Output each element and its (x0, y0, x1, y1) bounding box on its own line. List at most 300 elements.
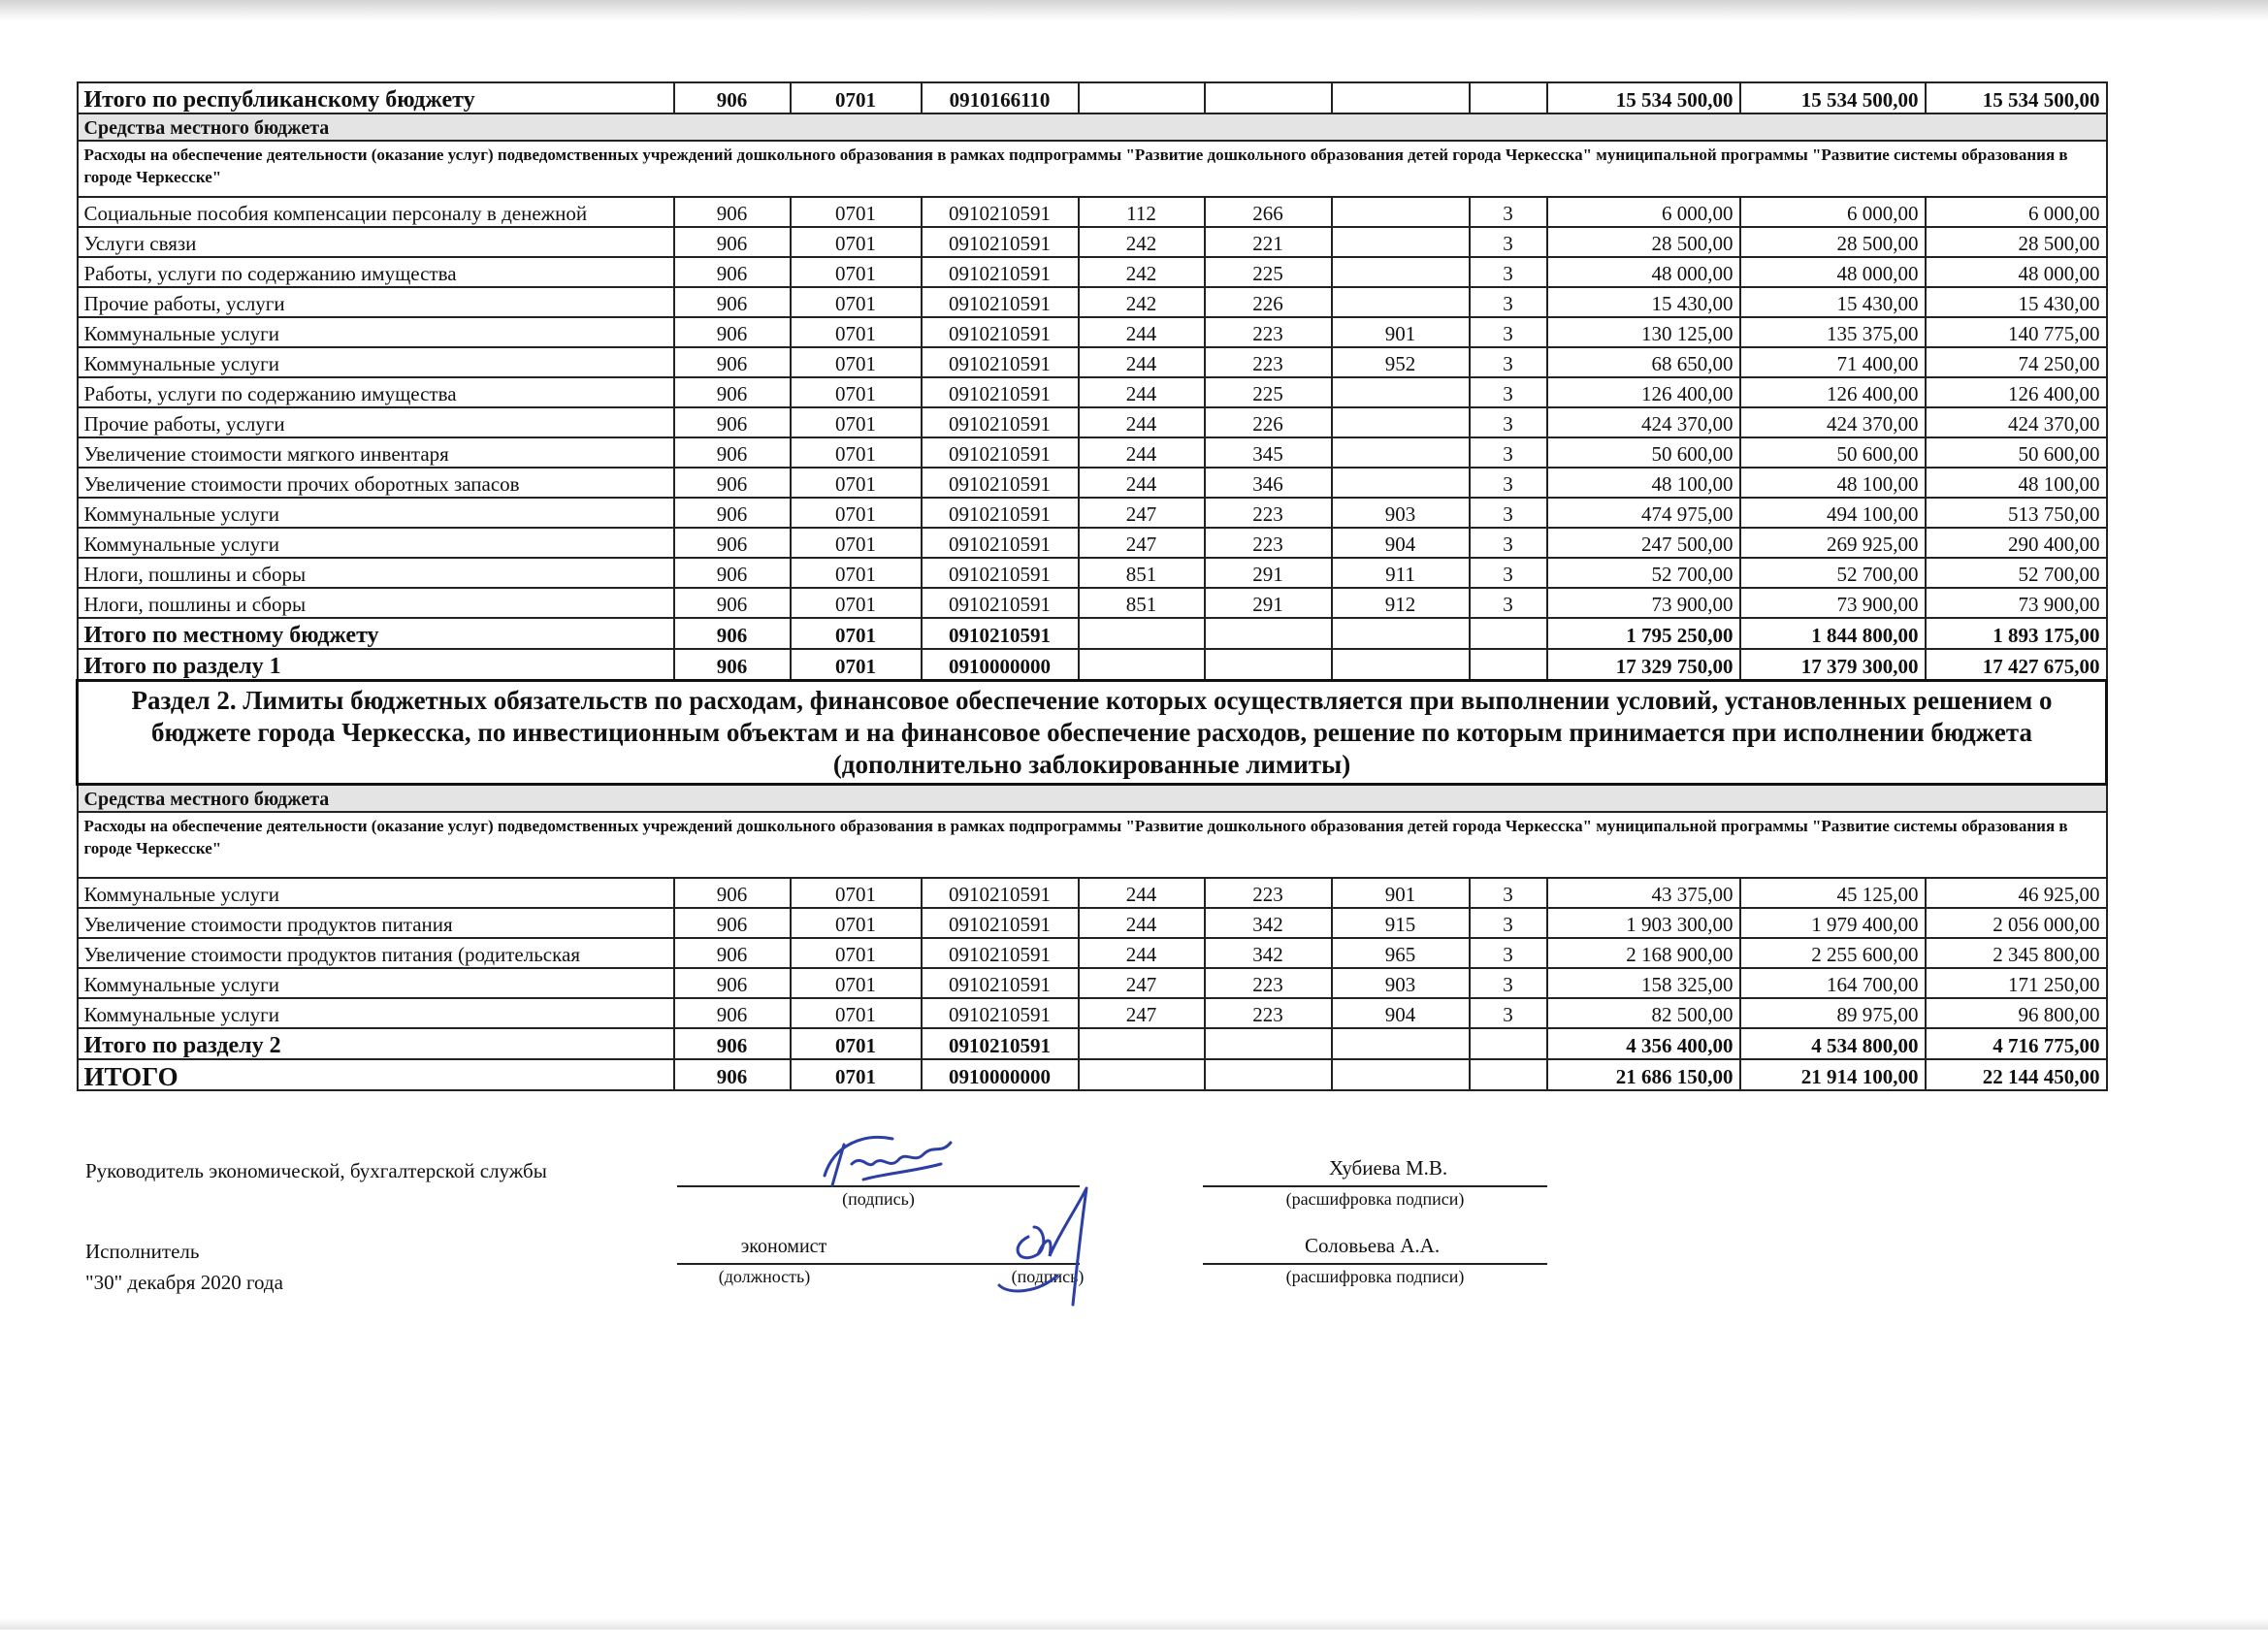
empty-cell (1205, 82, 1332, 113)
item-name: Коммунальные услуги (78, 968, 674, 998)
table-cell: 82 500,00 (1547, 998, 1740, 1028)
table-cell: 223 (1205, 528, 1332, 558)
table-row (78, 558, 2107, 588)
table-cell (1332, 257, 1470, 287)
item-name: Увеличение стоимости продуктов питания (родительская (78, 938, 674, 968)
table-cell: 48 000,00 (1547, 257, 1740, 287)
table-cell: 89 975,00 (1740, 998, 1926, 1028)
code-cell: 0910000000 (922, 1059, 1079, 1090)
table-cell: 0701 (791, 998, 922, 1028)
table-cell: 906 (674, 317, 791, 347)
table-cell: 424 370,00 (1740, 407, 1926, 437)
table-cell: 135 375,00 (1740, 317, 1926, 347)
table-cell: 3 (1470, 437, 1547, 468)
table-cell: 3 (1470, 468, 1547, 498)
table-cell: 3 (1470, 407, 1547, 437)
table-cell: 221 (1205, 227, 1332, 257)
table-cell: 171 250,00 (1926, 968, 2107, 998)
item-name: Работы, услуги по содержанию имущества (78, 257, 674, 287)
table-cell: 851 (1079, 588, 1205, 618)
table-row (78, 437, 2107, 468)
table-row (78, 407, 2107, 437)
table-cell: 906 (674, 938, 791, 968)
table-cell: 46 925,00 (1926, 878, 2107, 908)
table-cell: 266 (1205, 197, 1332, 227)
code-cell: 0701 (791, 1028, 922, 1059)
section2-title: Раздел 2. Лимиты бюджетных обязательств по расходам, финансовое обеспечение которых осуществляется при выполнении условий, установленных решением о бюджете города Черкесска, по инвестиционным объектам и на финансовое обеспечение расходов, решение по которым принимается при исполнении бюджета (дополнительно заблокированные лимиты) (78, 681, 2107, 785)
head-label: Руководитель экономической, бухгалтерской службы (85, 1159, 547, 1182)
executor-name: Соловьева А.А. (1305, 1234, 1441, 1257)
total-label: ИТОГО (78, 1059, 674, 1090)
table-cell: 0701 (791, 558, 922, 588)
table-cell: 3 (1470, 908, 1547, 938)
item-name: Прочие работы, услуги (78, 287, 674, 317)
table-cell: 0910210591 (922, 998, 1079, 1028)
table-cell: 244 (1079, 468, 1205, 498)
table-cell: 3 (1470, 257, 1547, 287)
table-cell: 50 600,00 (1740, 437, 1926, 468)
table-cell: 0910210591 (922, 498, 1079, 528)
code-cell: 0701 (791, 649, 922, 681)
code-cell: 906 (674, 618, 791, 649)
table-cell: 2 056 000,00 (1926, 908, 2107, 938)
section1-total-row (78, 649, 2107, 681)
table-cell: 912 (1332, 588, 1470, 618)
table-cell: 0910210591 (922, 407, 1079, 437)
table-cell: 3 (1470, 498, 1547, 528)
total-value: 15 534 500,00 (1926, 82, 2107, 113)
empty-cell (1470, 1028, 1547, 1059)
table-cell: 48 100,00 (1547, 468, 1740, 498)
table-row (78, 998, 2107, 1028)
table-cell: 906 (674, 908, 791, 938)
table-cell: 0910210591 (922, 528, 1079, 558)
table-cell: 0910210591 (922, 468, 1079, 498)
table-cell: 48 000,00 (1926, 257, 2107, 287)
table-cell: 3 (1470, 998, 1547, 1028)
total-value: 1 893 175,00 (1926, 618, 2107, 649)
table-cell: 126 400,00 (1926, 377, 2107, 407)
table-cell: 130 125,00 (1547, 317, 1740, 347)
code-cell: 906 (674, 82, 791, 113)
table-cell: 0701 (791, 878, 922, 908)
item-name: Увеличение стоимости прочих оборотных запасов (78, 468, 674, 498)
table-cell: 50 600,00 (1547, 437, 1740, 468)
table-row (78, 908, 2107, 938)
table-cell: 0701 (791, 437, 922, 468)
head-name: Хубиева М.В. (1329, 1156, 1448, 1180)
table-cell: 140 775,00 (1926, 317, 2107, 347)
table-cell: 906 (674, 968, 791, 998)
table-cell: 244 (1079, 938, 1205, 968)
table-row (78, 227, 2107, 257)
table-cell: 244 (1079, 377, 1205, 407)
table-cell: 164 700,00 (1740, 968, 1926, 998)
table-cell: 906 (674, 437, 791, 468)
table-cell: 0910210591 (922, 588, 1079, 618)
table-cell: 0910210591 (922, 347, 1079, 377)
table-cell: 906 (674, 347, 791, 377)
table-cell: 915 (1332, 908, 1470, 938)
table-cell: 0910210591 (922, 437, 1079, 468)
table-row (78, 468, 2107, 498)
table-cell: 242 (1079, 257, 1205, 287)
item-name: Социальные пособия компенсации персоналу в денежной (78, 197, 674, 227)
item-name: Коммунальные услуги (78, 528, 674, 558)
item-name: Услуги связи (78, 227, 674, 257)
table-cell: 0701 (791, 257, 922, 287)
table-cell (1332, 377, 1470, 407)
section2-title-row (78, 681, 2107, 785)
table-cell: 0910210591 (922, 968, 1079, 998)
table-cell: 45 125,00 (1740, 878, 1926, 908)
table-cell: 2 255 600,00 (1740, 938, 1926, 968)
scan-shadow-bottom (0, 1618, 2268, 1630)
total-value: 4 356 400,00 (1547, 1028, 1740, 1059)
table-cell: 0910210591 (922, 317, 1079, 347)
table-cell: 906 (674, 287, 791, 317)
table-cell: 0910210591 (922, 287, 1079, 317)
table-cell: 269 925,00 (1740, 528, 1926, 558)
table-cell (1332, 197, 1470, 227)
table-cell: 223 (1205, 498, 1332, 528)
empty-cell (1470, 82, 1547, 113)
table-cell: 0701 (791, 287, 922, 317)
table-cell: 96 800,00 (1926, 998, 2107, 1028)
total-value: 17 379 300,00 (1740, 649, 1926, 681)
table-cell: 2 345 800,00 (1926, 938, 2107, 968)
total-value: 21 914 100,00 (1740, 1059, 1926, 1090)
table-cell: 901 (1332, 317, 1470, 347)
date-line: "30" декабря 2020 года (85, 1271, 283, 1294)
total-value: 21 686 150,00 (1547, 1059, 1740, 1090)
table-cell: 223 (1205, 998, 1332, 1028)
empty-cell (1079, 618, 1205, 649)
table-cell: 247 (1079, 998, 1205, 1028)
total-value: 1 795 250,00 (1547, 618, 1740, 649)
table-cell: 15 430,00 (1547, 287, 1740, 317)
table-cell: 244 (1079, 437, 1205, 468)
head-sign-caption: (подпись) (842, 1189, 915, 1209)
empty-cell (1205, 1059, 1332, 1090)
table-cell: 906 (674, 588, 791, 618)
table-cell: 223 (1205, 968, 1332, 998)
table-cell: 48 000,00 (1740, 257, 1926, 287)
table-cell: 0701 (791, 498, 922, 528)
table-cell: 73 900,00 (1740, 588, 1926, 618)
scan-shadow-top (0, 0, 2268, 21)
table-cell: 0701 (791, 588, 922, 618)
table-row (78, 528, 2107, 558)
item-name: Нлоги, пошлины и сборы (78, 558, 674, 588)
table-cell: 474 975,00 (1547, 498, 1740, 528)
table-cell: 911 (1332, 558, 1470, 588)
table-cell: 513 750,00 (1926, 498, 2107, 528)
table-cell: 952 (1332, 347, 1470, 377)
table-cell: 3 (1470, 558, 1547, 588)
table-cell: 28 500,00 (1547, 227, 1740, 257)
empty-cell (1079, 649, 1205, 681)
table-cell: 223 (1205, 347, 1332, 377)
republican-budget-total-row (78, 82, 2107, 113)
executor-name-caption: (расшифровка подписи) (1285, 1267, 1465, 1286)
table-cell: 3 (1470, 588, 1547, 618)
item-name: Коммунальные услуги (78, 347, 674, 377)
code-cell: 0910210591 (922, 1028, 1079, 1059)
table-cell: 247 (1079, 968, 1205, 998)
table-cell: 247 (1079, 528, 1205, 558)
table-cell: 0910210591 (922, 377, 1079, 407)
total-label: Итого по республиканскому бюджету (78, 82, 674, 113)
table-cell: 3 (1470, 528, 1547, 558)
table-cell: 906 (674, 878, 791, 908)
table-cell: 225 (1205, 257, 1332, 287)
table-body (78, 82, 2107, 1090)
budget-sheet (76, 81, 2105, 1091)
table-cell (1332, 227, 1470, 257)
section1-source-row (78, 113, 2107, 141)
total-label: Итого по местному бюджету (78, 618, 674, 649)
table-cell (1332, 468, 1470, 498)
total-value: 17 427 675,00 (1926, 649, 2107, 681)
table-cell (1332, 437, 1470, 468)
table-row (78, 287, 2107, 317)
code-cell: 0701 (791, 82, 922, 113)
table-cell: 242 (1079, 227, 1205, 257)
table-cell: 0701 (791, 968, 922, 998)
table-cell: 226 (1205, 407, 1332, 437)
empty-cell (1470, 618, 1547, 649)
item-name: Нлоги, пошлины и сборы (78, 588, 674, 618)
section2-source-row (78, 785, 2107, 813)
table-row (78, 938, 2107, 968)
empty-cell (1205, 649, 1332, 681)
empty-cell (1332, 82, 1470, 113)
table-cell: 244 (1079, 347, 1205, 377)
table-cell: 0701 (791, 468, 922, 498)
table-cell: 291 (1205, 558, 1332, 588)
table-cell: 342 (1205, 908, 1332, 938)
table-cell: 71 400,00 (1740, 347, 1926, 377)
table-cell: 906 (674, 227, 791, 257)
total-value: 15 534 500,00 (1740, 82, 1926, 113)
total-value: 1 844 800,00 (1740, 618, 1926, 649)
total-label: Итого по разделу 1 (78, 649, 674, 681)
table-row (78, 257, 2107, 287)
total-value: 15 534 500,00 (1547, 82, 1740, 113)
code-cell: 0910210591 (922, 618, 1079, 649)
section2-total-row (78, 1028, 2107, 1059)
empty-cell (1079, 1059, 1205, 1090)
table-cell: 1 903 300,00 (1547, 908, 1740, 938)
empty-cell (1079, 82, 1205, 113)
table-cell: 6 000,00 (1926, 197, 2107, 227)
table-cell: 0910210591 (922, 558, 1079, 588)
table-cell: 28 500,00 (1740, 227, 1926, 257)
table-cell: 906 (674, 528, 791, 558)
table-cell: 244 (1079, 317, 1205, 347)
table-cell: 52 700,00 (1547, 558, 1740, 588)
table-row (78, 968, 2107, 998)
table-cell: 906 (674, 558, 791, 588)
table-cell: 50 600,00 (1926, 437, 2107, 468)
table-cell: 43 375,00 (1547, 878, 1740, 908)
table-cell: 345 (1205, 437, 1332, 468)
table-cell: 346 (1205, 468, 1332, 498)
table-cell: 126 400,00 (1547, 377, 1740, 407)
table-cell: 73 900,00 (1926, 588, 2107, 618)
table-row (78, 498, 2107, 528)
local-budget-total-row (78, 618, 2107, 649)
item-name: Увеличение стоимости мягкого инвентаря (78, 437, 674, 468)
table-cell: 904 (1332, 998, 1470, 1028)
table-cell: 225 (1205, 377, 1332, 407)
code-cell: 0910000000 (922, 649, 1079, 681)
program-description: Расходы на обеспечение деятельности (оказание услуг) подведомственных учреждений дошкольного образования в рамках подпрограммы "Развитие дошкольного образования детей города Черкесска" муниципальной программы "Развитие системы образования в городе Черкесске" (78, 812, 2107, 878)
table-cell: 3 (1470, 287, 1547, 317)
empty-cell (1332, 649, 1470, 681)
empty-cell (1079, 1028, 1205, 1059)
empty-cell (1332, 1059, 1470, 1090)
table-row (78, 377, 2107, 407)
table-cell: 0701 (791, 407, 922, 437)
head-name-caption: (расшифровка подписи) (1285, 1189, 1465, 1209)
item-name: Коммунальные услуги (78, 317, 674, 347)
table-cell: 0701 (791, 347, 922, 377)
table-cell: 0910210591 (922, 257, 1079, 287)
table-cell: 15 430,00 (1740, 287, 1926, 317)
head-signature (805, 1125, 970, 1203)
table-cell: 2 168 900,00 (1547, 938, 1740, 968)
code-cell: 0910166110 (922, 82, 1079, 113)
table-cell: 112 (1079, 197, 1205, 227)
item-name: Прочие работы, услуги (78, 407, 674, 437)
table-cell: 290 400,00 (1926, 528, 2107, 558)
table-cell: 0701 (791, 317, 922, 347)
table-cell: 903 (1332, 968, 1470, 998)
table-cell: 74 250,00 (1926, 347, 2107, 377)
total-value: 4 716 775,00 (1926, 1028, 2107, 1059)
table-row (78, 588, 2107, 618)
table-cell: 906 (674, 468, 791, 498)
table-row (78, 197, 2107, 227)
table-cell: 1 979 400,00 (1740, 908, 1926, 938)
table-cell: 68 650,00 (1547, 347, 1740, 377)
table-cell (1332, 287, 1470, 317)
table-row (78, 878, 2107, 908)
table-cell: 223 (1205, 317, 1332, 347)
table-cell: 48 100,00 (1926, 468, 2107, 498)
table-cell: 291 (1205, 588, 1332, 618)
code-cell: 0701 (791, 1059, 922, 1090)
table-cell: 901 (1332, 878, 1470, 908)
table-cell: 0701 (791, 908, 922, 938)
empty-cell (1470, 1059, 1547, 1090)
empty-cell (1205, 618, 1332, 649)
table-cell: 906 (674, 257, 791, 287)
executor-name-line (1203, 1263, 1547, 1265)
table-cell: 0910210591 (922, 908, 1079, 938)
source-label: Средства местного бюджета (78, 785, 2107, 813)
table-cell: 3 (1470, 938, 1547, 968)
table-cell: 3 (1470, 227, 1547, 257)
empty-cell (1470, 649, 1547, 681)
table-cell: 424 370,00 (1547, 407, 1740, 437)
table-cell: 906 (674, 407, 791, 437)
table-cell: 0701 (791, 938, 922, 968)
table-cell: 0701 (791, 377, 922, 407)
table-cell: 0910210591 (922, 878, 1079, 908)
table-cell (1332, 407, 1470, 437)
table-cell: 242 (1079, 287, 1205, 317)
table-cell: 73 900,00 (1547, 588, 1740, 618)
executor-position: экономист (740, 1236, 827, 1257)
table-cell: 223 (1205, 878, 1332, 908)
code-cell: 0701 (791, 618, 922, 649)
grand-total-row (78, 1059, 2107, 1090)
empty-cell (1205, 1028, 1332, 1059)
table-cell: 906 (674, 197, 791, 227)
table-cell: 3 (1470, 317, 1547, 347)
executor-position-caption: (должность) (718, 1267, 811, 1286)
item-name: Работы, услуги по содержанию имущества (78, 377, 674, 407)
table-cell: 244 (1079, 908, 1205, 938)
table-cell: 424 370,00 (1926, 407, 2107, 437)
table-cell: 0910210591 (922, 227, 1079, 257)
table-cell: 28 500,00 (1926, 227, 2107, 257)
table-cell: 6 000,00 (1547, 197, 1740, 227)
total-label: Итого по разделу 2 (78, 1028, 674, 1059)
code-cell: 906 (674, 1059, 791, 1090)
table-cell: 247 (1079, 498, 1205, 528)
table-cell: 3 (1470, 197, 1547, 227)
table-cell: 244 (1079, 407, 1205, 437)
table-cell: 6 000,00 (1740, 197, 1926, 227)
total-value: 4 534 800,00 (1740, 1028, 1926, 1059)
section1-description-row (78, 141, 2107, 197)
table-cell: 906 (674, 998, 791, 1028)
table-cell: 906 (674, 377, 791, 407)
table-cell: 904 (1332, 528, 1470, 558)
empty-cell (1332, 1028, 1470, 1059)
table-cell: 126 400,00 (1740, 377, 1926, 407)
table-cell: 3 (1470, 878, 1547, 908)
table-cell: 0910210591 (922, 197, 1079, 227)
table-cell: 226 (1205, 287, 1332, 317)
table-cell: 0701 (791, 197, 922, 227)
head-name-line (1203, 1185, 1547, 1187)
table-cell: 3 (1470, 968, 1547, 998)
code-cell: 906 (674, 1028, 791, 1059)
table-cell: 48 100,00 (1740, 468, 1926, 498)
table-cell: 906 (674, 498, 791, 528)
item-name: Коммунальные услуги (78, 498, 674, 528)
table-row (78, 317, 2107, 347)
table-cell: 0701 (791, 227, 922, 257)
budget-table (76, 81, 2108, 1091)
source-label: Средства местного бюджета (78, 113, 2107, 141)
table-cell: 158 325,00 (1547, 968, 1740, 998)
empty-cell (1332, 618, 1470, 649)
table-cell: 52 700,00 (1740, 558, 1926, 588)
total-value: 17 329 750,00 (1547, 649, 1740, 681)
table-cell: 244 (1079, 878, 1205, 908)
executor-sign-caption: (подпись) (1011, 1267, 1085, 1286)
table-cell: 247 500,00 (1547, 528, 1740, 558)
program-description: Расходы на обеспечение деятельности (оказание услуг) подведомственных учреждений дошкольного образования в рамках подпрограммы "Развитие дошкольного образования детей города Черкесска" муниципальной программы "Развитие системы образования в городе Черкесске" (78, 141, 2107, 197)
table-cell: 903 (1332, 498, 1470, 528)
item-name: Коммунальные услуги (78, 878, 674, 908)
